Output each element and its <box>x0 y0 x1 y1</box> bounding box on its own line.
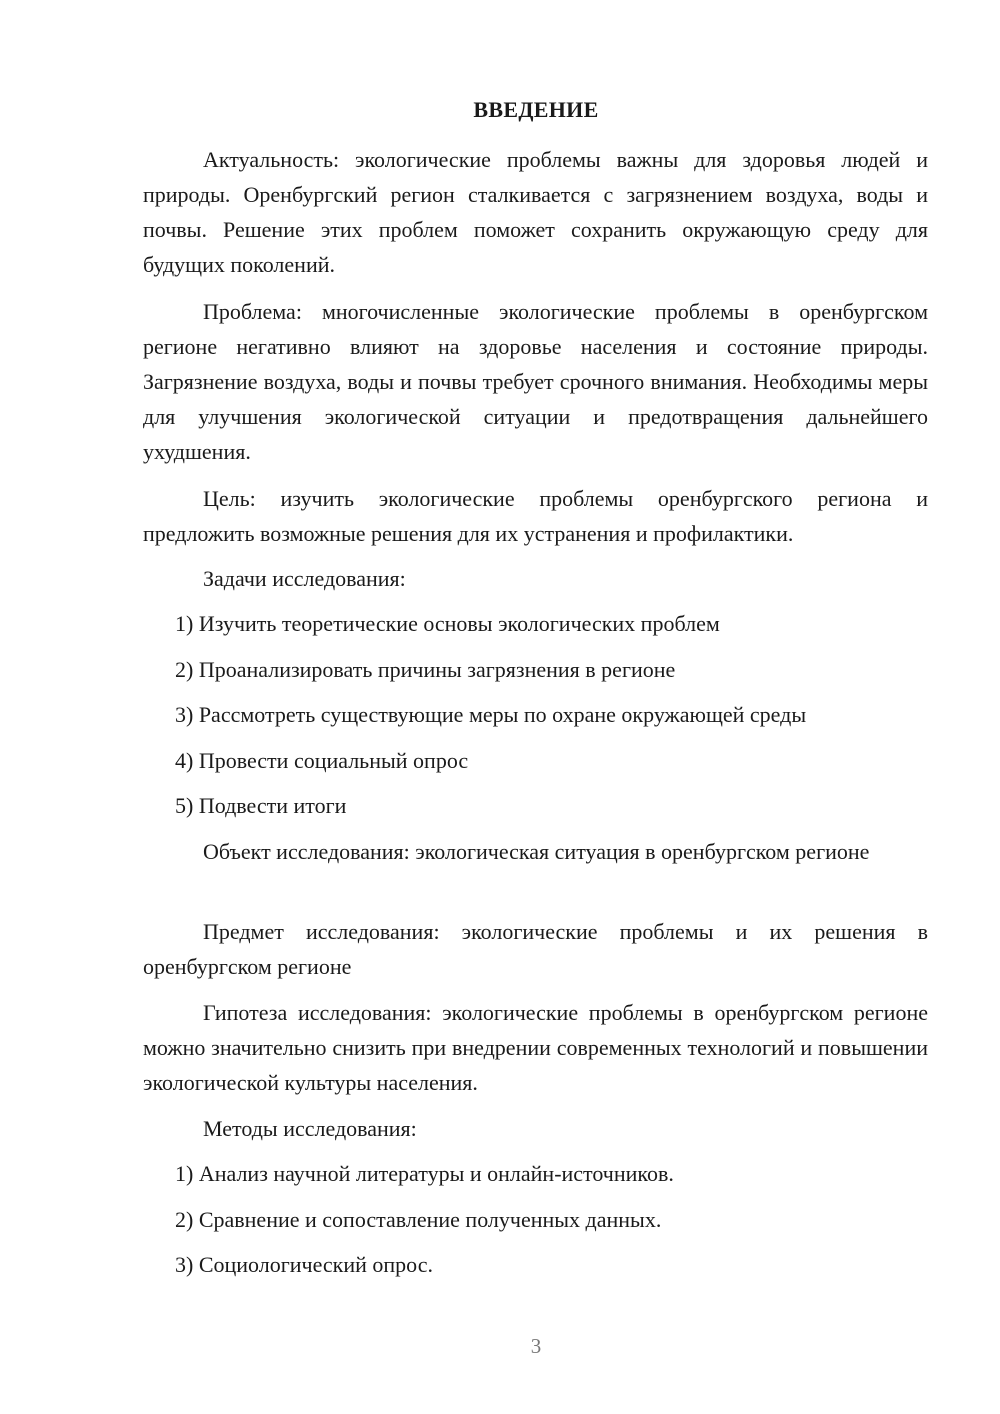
object-paragraph: Объект исследования: экологическая ситуация в оренбургском регионе <box>203 839 870 864</box>
page-title: ВВЕДЕНИЕ <box>473 97 599 122</box>
goal-paragraph: Цель: изучить экологические проблемы оренбургского региона и предложить возможные решения для их устранения и профилактики. <box>143 486 928 546</box>
method-item: 2) Сравнение и сопоставление полученных данных. <box>175 1207 662 1232</box>
relevance-paragraph: Актуальность: экологические проблемы важны для здоровья людей и природы. Оренбургский регион сталкивается с загрязнением воздуха, воды и почвы. Решение этих проблем поможет сохранить окружающую среду для будущих поколений. <box>143 147 928 277</box>
task-item: 1) Изучить теоретические основы экологических проблем <box>175 611 720 636</box>
task-item: 3) Рассмотреть существующие меры по охране окружающей среды <box>175 702 807 727</box>
method-item: 1) Анализ научной литературы и онлайн-источников. <box>175 1161 674 1186</box>
task-item: 2) Проанализировать причины загрязнения в регионе <box>175 657 676 682</box>
problem-paragraph: Проблема: многочисленные экологические проблемы в оренбургском регионе негативно влияют на здоровье населения и состояние природы. Загрязнение воздуха, воды и почвы требует срочного внимания. Необходимы меры для улучшения экологической ситуации и предотвращения дальнейшего ухудшения. <box>143 299 928 464</box>
method-item: 3) Социологический опрос. <box>175 1252 433 1277</box>
subject-paragraph: Предмет исследования: экологические проблемы и их решения в оренбургском регионе <box>143 919 928 979</box>
tasks-heading: Задачи исследования: <box>203 566 406 591</box>
hypothesis-paragraph: Гипотеза исследования: экологические проблемы в оренбургском регионе можно значительно снизить при внедрении современных технологий и повышении экологической культуры населения. <box>143 1000 928 1095</box>
task-item: 5) Подвести итоги <box>175 793 347 818</box>
page-number: 3 <box>530 1334 542 1358</box>
task-item: 4) Провести социальный опрос <box>175 748 469 773</box>
methods-heading: Методы исследования: <box>203 1116 417 1141</box>
